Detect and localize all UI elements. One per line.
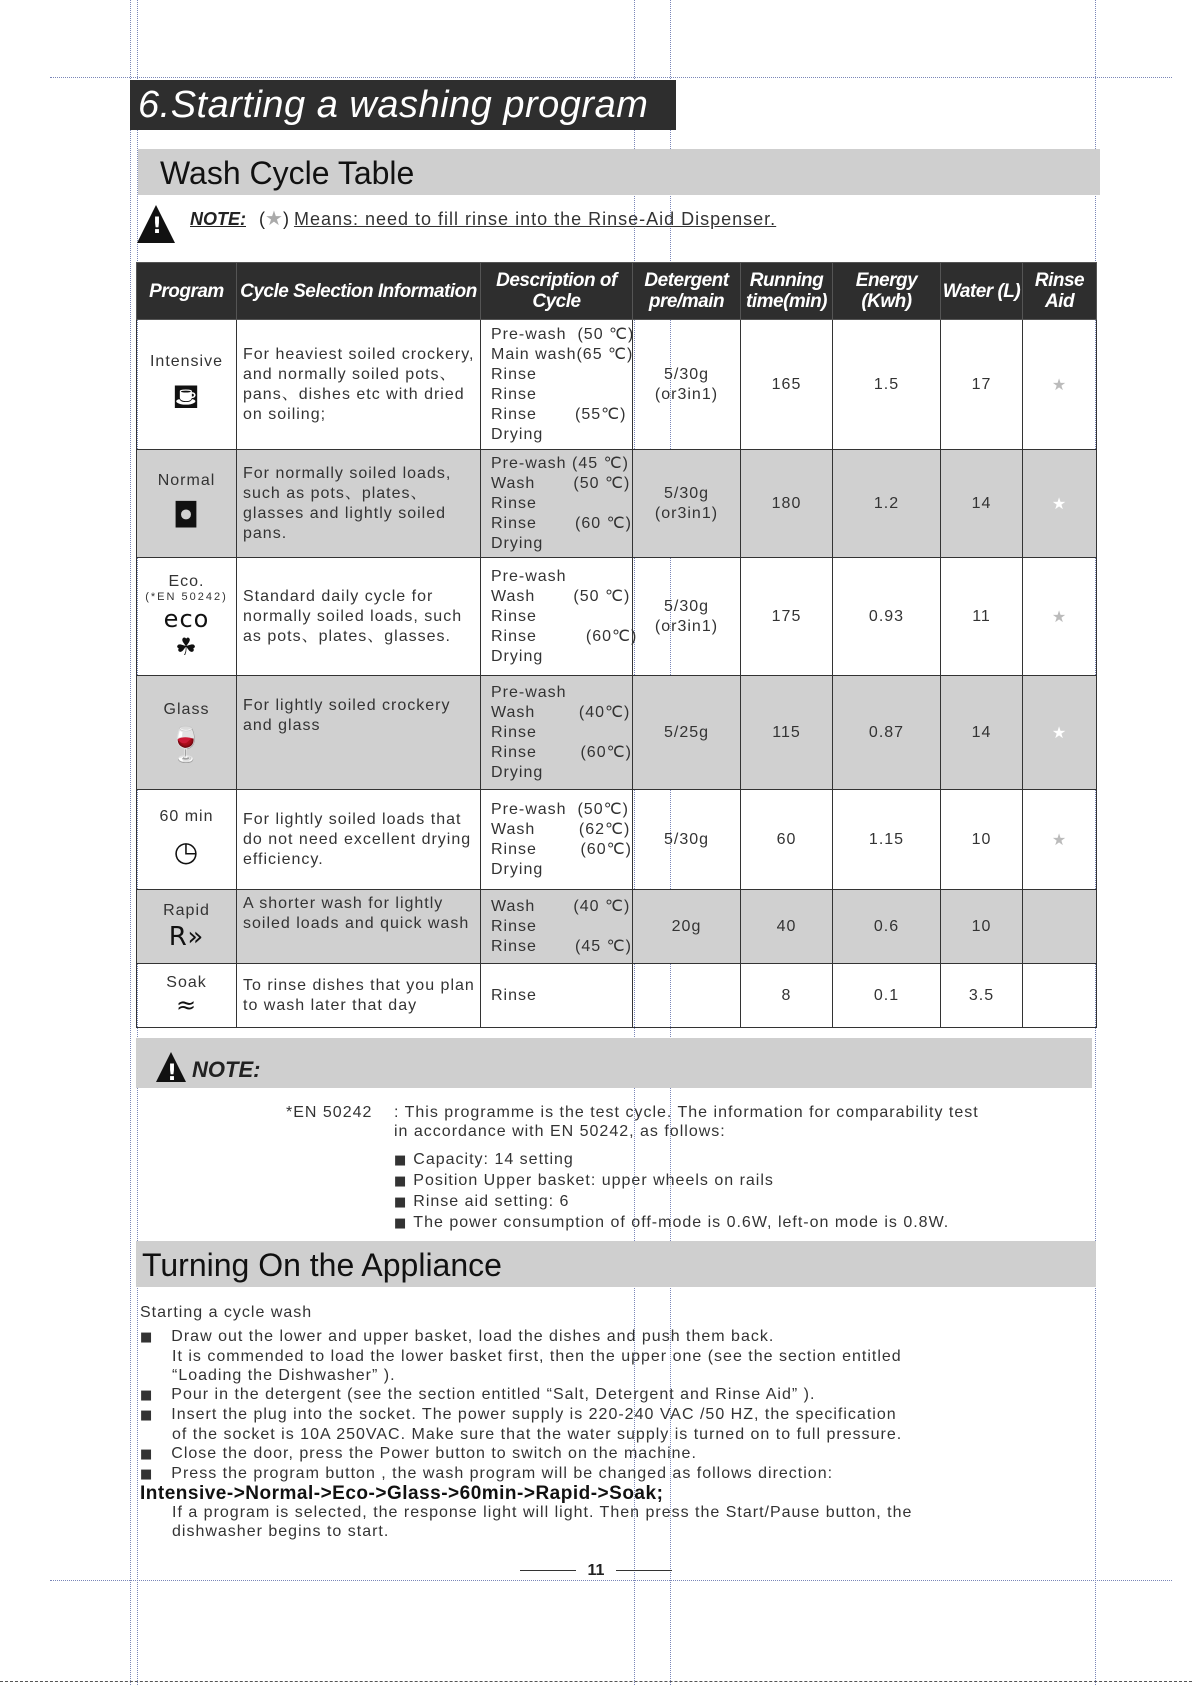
water-value: 11 [941,558,1023,676]
wine-glass-icon: 🍷 [164,724,209,765]
header-cycle-info: Cycle Selection Information [237,263,481,320]
cycle-description: Pre-wash (50℃) Wash (62℃) Rinse (60℃) Drying [481,790,633,890]
table-row [137,450,1097,558]
program-standard-note: (*EN 50242) [145,590,228,603]
detergent-value: 5/30g (or3in1) [633,320,741,450]
running-time: 175 [741,558,833,676]
en-text-line2: in accordance with EN 50242, as follows: [394,1123,726,1140]
water-value: 3.5 [941,964,1023,1028]
program-name: 60 min [159,807,214,825]
cycle-info: For lightly soiled crockery and glass [237,676,481,790]
1h-clock-icon: ◷ [173,834,200,868]
running-time: 40 [741,890,833,964]
table-row [137,790,1097,890]
star-icon: ★ [265,208,283,230]
casserole-icon: ◘ [172,495,201,536]
running-time: 8 [741,964,833,1028]
table-header-row [137,263,1097,320]
rinse-aid-star-icon: ★ [1023,320,1097,450]
note-band [136,1038,1092,1088]
detergent-value: 5/30g (or3in1) [633,450,741,558]
table-row [137,558,1097,676]
step-item [140,1405,1040,1444]
water-value: 10 [941,790,1023,890]
program-name: Rapid [163,901,210,919]
cycle-description: Rinse [481,964,633,1028]
note-paren-close: ) [282,209,289,229]
list-item: ■ The power consumption of off-mode is 0.6W, left-on mode is 0.8W. [394,1213,949,1234]
soak-water-icon: ≈ [175,990,198,1019]
step-3-text-2: of the socket is 10A 250VAC. Make sure that the water supply is turned on to full pressure. [172,1426,903,1443]
turning-on-title-band [136,1241,1096,1287]
step-item [140,1385,1040,1405]
header-rinse-aid: Rinse Aid [1023,263,1097,320]
header-energy: Energy (Kwh) [833,263,941,320]
rapid-arrows-icon: R» [168,921,205,952]
program-cell [137,890,237,964]
program-name: Eco. [168,572,205,590]
water-value: 14 [941,450,1023,558]
energy-value: 0.87 [833,676,941,790]
guide-line-left [130,0,131,1685]
program-cell [137,450,237,558]
guide-line-top [50,77,1172,78]
page-cut-line [0,1681,1192,1682]
step-item [140,1327,1040,1385]
header-water: Water (L) [941,263,1023,320]
step-5-text-3: dishwasher begins to start. [172,1523,390,1540]
detergent-value: 20g [633,890,741,964]
page-number: 11 [587,1562,605,1579]
note-paren-open: ( [259,209,266,229]
en-text-line1: : This programme is the test cycle. The information for comparability test [394,1104,979,1121]
table-row [137,890,1097,964]
energy-value: 1.15 [833,790,941,890]
header-running-time: Running time(min) [741,263,833,320]
rinse-aid-star-icon: ★ [1023,450,1097,558]
detergent-value: 5/30g (or3in1) [633,558,741,676]
rinse-aid-cell [1023,890,1097,964]
header-detergent: Detergent pre/main [633,263,741,320]
detergent-value: 5/30g [633,790,741,890]
program-sequence: Intensive->Normal->Eco->Glass->60min->Rapid->Soak; [140,1483,664,1504]
program-cell [137,676,237,790]
starting-cycle-label: Starting a cycle wash [140,1304,313,1321]
step-1-text: Draw out the lower and upper basket, load the dishes and push them back. [171,1328,775,1345]
step-5-text-2: If a program is selected, the response light will light. Then press the Start/Pause button, the [172,1504,913,1521]
header-description: Description of Cycle [481,263,633,320]
cycle-info: A shorter wash for lightly soiled loads and quick wash [237,890,481,964]
table-row [137,320,1097,450]
eco-leaf-icon: eco ☘ [163,604,210,661]
wash-table-title: Wash Cycle Table [160,155,415,191]
page-number-line [0,1562,1192,1580]
running-time: 115 [741,676,833,790]
step-5-text: Press the program button , the wash program will be changed as follows direction: [171,1465,834,1482]
step-4-text: Close the door, press the Power button to switch on the machine. [171,1445,697,1462]
running-time: 180 [741,450,833,558]
rinse-aid-star-icon: ★ [1023,558,1097,676]
cycle-description: Pre-wash (45 ℃) Wash (50 ℃) Rinse Rinse (60 ℃) Drying [481,450,633,558]
energy-value: 1.5 [833,320,941,450]
cycle-description: Pre-wash (50 ℃) Main wash(65 ℃) Rinse Rinse Rinse (55℃) Drying [481,320,633,450]
header-program: Program [137,263,237,320]
program-name: Glass [163,700,210,718]
list-item: ■ Position Upper basket: upper wheels on rails [394,1171,949,1192]
wash-cycle-table [136,262,1097,1028]
rinse-aid-star-icon: ★ [1023,790,1097,890]
note-label: NOTE: [190,209,246,229]
energy-value: 0.1 [833,964,941,1028]
cycle-description: Wash (40 ℃) Rinse Rinse (45 ℃) [481,890,633,964]
energy-value: 0.93 [833,558,941,676]
step-3-text: Insert the plug into the socket. The power supply is 220-240 VAC /50 HZ, the specification [171,1406,897,1423]
steps-list [140,1327,1040,1541]
step-1-text-3: “Loading the Dishwasher” ). [172,1367,396,1384]
program-cell [137,964,237,1028]
program-name: Intensive [149,352,224,370]
en-50242-note [286,1103,979,1141]
rinse-aid-cell [1023,964,1097,1028]
table-row [137,676,1097,790]
guide-line-bottom [50,1580,1172,1581]
program-cell [137,558,237,676]
cycle-info: Standard daily cycle for normally soiled loads, such as pots、plates、glasses. [237,558,481,676]
detergent-value [633,964,741,1028]
rinse-aid-note [190,206,776,231]
water-value: 14 [941,676,1023,790]
cycle-info: For normally soiled loads, such as pots、plates、glasses and lightly soiled pans. [237,450,481,558]
turning-on-title: Turning On the Appliance [142,1247,502,1283]
note-text: Means: need to fill rinse into the Rinse-Aid Dispenser. [293,209,777,229]
step-item [140,1444,1040,1464]
en-test-conditions [394,1150,949,1234]
running-time: 165 [741,320,833,450]
cycle-info: For heaviest soiled crockery, and normally soiled pots、pans、dishes etc with dried on soiling; [237,320,481,450]
note-label: NOTE: [192,1057,261,1082]
cycle-description: Pre-wash Wash (50 ℃) Rinse Rinse (60℃) Drying [481,558,633,676]
pot-icon: ⛾ [172,376,201,417]
table-row [137,964,1097,1028]
program-cell [137,320,237,450]
section-title: 6.Starting a washing program [130,80,676,130]
program-cell [137,790,237,890]
cycle-info: For lightly soiled loads that do not need excellent drying efficiency. [237,790,481,890]
step-1-text-2: It is commended to load the lower basket first, then the upper one (see the section entitled [172,1348,902,1365]
water-value: 17 [941,320,1023,450]
energy-value: 0.6 [833,890,941,964]
water-value: 10 [941,890,1023,964]
cycle-info: To rinse dishes that you plan to wash later that day [237,964,481,1028]
energy-value: 1.2 [833,450,941,558]
cycle-description: Pre-wash Wash (40℃) Rinse Rinse (60℃) Drying [481,676,633,790]
wash-table-title-band [138,149,1100,195]
step-item [140,1464,1040,1541]
step-2-text: Pour in the detergent (see the section entitled “Salt, Detergent and Rinse Aid” ). [171,1386,816,1403]
program-name: Soak [166,973,207,991]
list-item: ■ Rinse aid setting: 6 [394,1192,949,1213]
rinse-aid-star-icon: ★ [1023,676,1097,790]
program-name: Normal [157,471,216,489]
running-time: 60 [741,790,833,890]
detergent-value: 5/25g [633,676,741,790]
en-key: *EN 50242 [286,1104,373,1121]
list-item: ■ Capacity: 14 setting [394,1150,949,1171]
